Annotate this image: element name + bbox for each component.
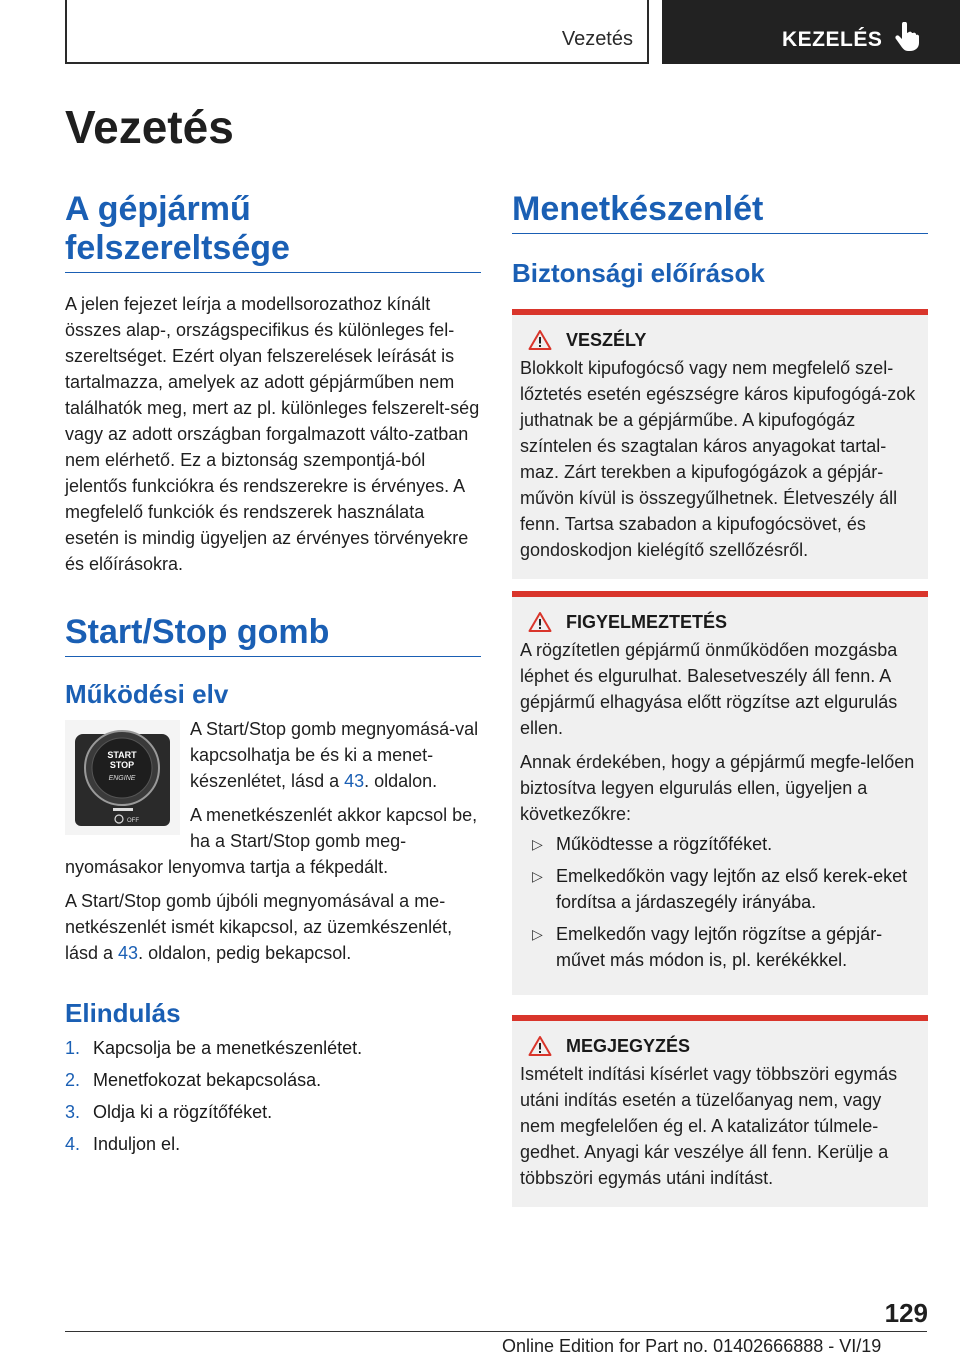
danger-box bbox=[512, 309, 928, 579]
startstop-p2: A menetkészenlét akkor kapcsol be, ha a Start/Stop gomb meg-nyomásakor lenyomva tartja a fékpedált. bbox=[65, 805, 478, 877]
list-item bbox=[520, 863, 920, 915]
chapter-title: Vezetés bbox=[65, 101, 234, 153]
hand-pointer-icon bbox=[894, 22, 920, 52]
startstop-p3-text: A Start/Stop gomb újbóli megnyomásával a me-netkészenlét ismét kikapcsol, az üzemkészenlét, lásd a bbox=[65, 891, 453, 963]
page-link-43[interactable]: 43 bbox=[344, 771, 365, 791]
list-item bbox=[520, 831, 920, 857]
warning-triangle-icon bbox=[528, 611, 552, 633]
equipment-heading: A gépjármű felszereltsége bbox=[65, 190, 481, 273]
startstop-section bbox=[65, 716, 481, 966]
bullet-triangle-icon: ▷ bbox=[532, 926, 543, 942]
notice-label: MEGJEGYZÉS bbox=[566, 1035, 691, 1056]
warning-title bbox=[520, 611, 920, 633]
warning-box bbox=[512, 591, 928, 995]
step-text: Oldja ki a rögzítőféket. bbox=[93, 1102, 273, 1122]
step-number: 2. bbox=[65, 1070, 81, 1090]
warning-body-1: A rögzítetlen gépjármű önműködően mozgásba léphet és elgurulhat. Balesetveszély áll fenn. A gépjármű elhagyása előtt rögzítse azt elgurulás ellen. bbox=[520, 640, 898, 738]
danger-body: Blokkolt kipufogócső vagy nem megfelelő szel-lőztetés esetén egészségre káros kipufogógá-zok juthatnak be a gépjárműbe. A kipufogógáz színtelen és szagtalan káros anyagokat tartal-maz. Zárt terekben a kipufogógázok a gépjár-művön kívül is összegyűlhetnek. Életveszély áll fenn. Tartsa szabadon a kipufogócsövet, és gondoskodjon kielégítő szellőzésről. bbox=[520, 358, 916, 560]
step-text: Menetfokozat bekapcsolása. bbox=[93, 1070, 322, 1090]
notice-box bbox=[512, 1015, 928, 1207]
startstop-p3-end: . oldalon, pedig bekapcsol. bbox=[138, 943, 352, 963]
warning-triangle-icon bbox=[528, 329, 552, 351]
startstop-heading: Start/Stop gomb bbox=[65, 613, 481, 657]
startstop-p3 bbox=[65, 888, 481, 966]
warning-bullets bbox=[520, 831, 920, 973]
startstop-p1-text: A Start/Stop gomb megnyomásá-val kapcsolhatja be és ki a menet-készenlétet, lásd a bbox=[190, 719, 479, 791]
readiness-heading: Menetkészenlét bbox=[512, 190, 928, 234]
step-number: 1. bbox=[65, 1038, 81, 1058]
right-column bbox=[512, 190, 928, 1207]
notice-title bbox=[520, 1035, 920, 1057]
safety-heading: Biztonsági előírások bbox=[512, 258, 765, 288]
stop-label: STOP bbox=[109, 760, 135, 770]
bullet-text: Emelkedőn vagy lejtőn rögzítse a gépjár-művet más módon is, pl. kerékékkel. bbox=[556, 924, 883, 970]
warning-triangle-icon bbox=[528, 1035, 552, 1057]
bullet-text: Működtesse a rögzítőféket. bbox=[556, 834, 773, 854]
left-column bbox=[65, 190, 481, 1163]
bullet-triangle-icon: ▷ bbox=[532, 836, 543, 852]
startstop-p1-end: . oldalon. bbox=[364, 771, 438, 791]
danger-title bbox=[520, 329, 920, 351]
start-stop-button-image bbox=[65, 720, 180, 835]
list-item bbox=[65, 1067, 481, 1093]
warning-body-2: Annak érdekében, hogy a gépjármű megfe-lelően biztosítva legyen elgurulás ellen, ügyeljen a következőkre: bbox=[520, 752, 915, 824]
list-item bbox=[65, 1035, 481, 1061]
edition-text: Online Edition for Part no. 01402666888 - VI/19 bbox=[502, 1336, 882, 1356]
start-steps bbox=[65, 1035, 481, 1157]
notice-body: Ismételt indítási kísérlet vagy többszöri egymás utáni indítás esetén a tüzelőanyag nem, vagy nem megfelelően ég el. A katalizátor túlmele-gedhet. Anyagi kár veszélye áll fenn. Kerülje a többszöri egymás utáni indítást. bbox=[520, 1064, 898, 1188]
off-label: OFF bbox=[127, 818, 139, 824]
bullet-text: Emelkedőkön vagy lejtőn az első kerek-eket fordítsa a járdaszegély irányába. bbox=[556, 866, 908, 912]
page-link-43-second[interactable]: 43 bbox=[118, 943, 139, 963]
danger-label: VESZÉLY bbox=[566, 329, 647, 350]
step-number: 4. bbox=[65, 1134, 81, 1154]
list-item bbox=[520, 921, 920, 973]
section-tab bbox=[65, 0, 649, 64]
engine-label: ENGINE bbox=[108, 775, 136, 782]
step-number: 3. bbox=[65, 1102, 81, 1122]
page-number: 129 bbox=[884, 1298, 928, 1328]
step-text: Kapcsolja be a menetkészenlétet. bbox=[93, 1038, 363, 1058]
list-item bbox=[65, 1131, 481, 1157]
chapter-tab bbox=[662, 0, 960, 64]
start-stop-button-icon bbox=[65, 720, 180, 835]
list-item bbox=[65, 1099, 481, 1125]
step-text: Induljon el. bbox=[93, 1134, 181, 1154]
section-tab-label: Vezetés bbox=[561, 28, 633, 50]
equipment-body: A jelen fejezet leírja a modellsorozathoz kínált összes alap-, országspecifikus és különleges fel-szereltséget. Ezért olyan felszerelések leírását is tartalmazza, amelyek az adott gépjárműben nem találhatók meg, mert az pl. különleges felszerelt-ség vagy az adott országban forgalmazott válto-zatban nem elérhető. Ez a biztonság szempontjá-ból jelentős funkciókra és rendszerekre is érvényes. A megfelelő funkciók és rendszerek használata esetén is mindig ügyeljen az érvényes törvényekre és előírásokra. bbox=[65, 294, 480, 574]
start-label: START bbox=[107, 750, 137, 760]
principle-heading: Működési elv bbox=[65, 679, 229, 709]
footer-divider bbox=[65, 1331, 927, 1332]
chapter-tab-label: KEZELÉS bbox=[782, 28, 883, 51]
warning-label: FIGYELMEZTETÉS bbox=[566, 611, 728, 632]
bullet-triangle-icon: ▷ bbox=[532, 868, 543, 884]
start-heading: Elindulás bbox=[65, 998, 181, 1028]
